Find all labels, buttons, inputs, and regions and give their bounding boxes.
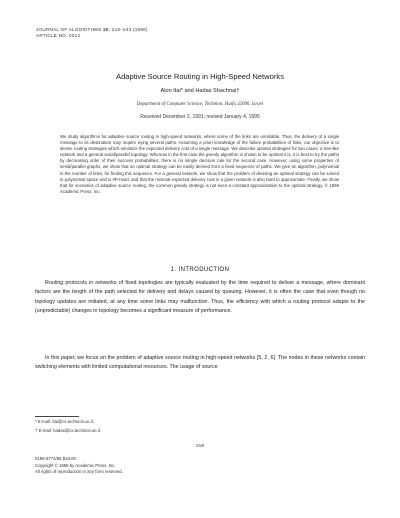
footnote-2: † E-mail: hadas@cs.technion.ac.il. (35, 428, 101, 433)
copyright-line: Copyright © 1996 by Academic Press, Inc. (35, 462, 116, 468)
abstract-text-part-1: We study algorithms for adaptive source routing in high-speed networks, where some of the links are unreliable. Thus, the delivery of a single message to its destination may require trying several paths. Assuming (60, 134, 339, 146)
section-heading: 1. INTRODUCTION (170, 267, 230, 273)
page-number: 218 (195, 444, 204, 449)
rights-line: All rights of reproduction in any form reserved. (35, 469, 123, 474)
journal-pages: , 218–243 (1996) (108, 27, 148, 32)
abstract-italic-term: a priori (199, 140, 213, 146)
received-dates: Received December 2, 1991; revised January 4, 1995 (140, 114, 260, 120)
journal-name: JOURNAL OF ALGORITHMS (36, 27, 104, 32)
body-paragraph-1: Routing protocols in networks of fixed topologies are typically evaluated by the time required to deliver a message, where dominant factors are the length of the path selected for delivery and delays caused by queuing. However, it is often the case that even though no topology updates are initiated, at any time some links may malfunction. Thus, the efficiency with which a routing protocol adapts to the (unpredictable) changes in topology becomes a significant measure of performance. (35, 280, 365, 314)
body-paragraph-2: In this paper, we focus on the problem of adaptive source routing in high-speed networks [5, 2, 6]. The nodes in these networks contain switching elements with limited computational resources. The usage of source (35, 355, 365, 371)
abstract (60, 134, 339, 195)
copyright-block (35, 456, 123, 476)
abstract-copyright: © 1996 Academic Press, Inc. (60, 182, 339, 194)
journal-header (36, 27, 148, 39)
paper-authors: Alon Itai* and Hadas Shachnai† (160, 88, 240, 94)
paper-title: Adaptive Source Routing in High-Speed Networks (116, 72, 284, 81)
article-number: ARTICLE NO. 0012 (36, 33, 81, 39)
issn-price: 0196-6774/96 $18.00 (35, 456, 76, 461)
footnote-1: * E-mail: itai@cs.technion.ac.il. (35, 419, 95, 424)
author-affiliation: Department of Computer Science, Technion, Haifa 32000, Israel (136, 102, 264, 107)
abstract-text-part-2: knowledge of the failure probabilities of links, our objective is to devise routing strategies which minimize the expected delivery cost of a single message. We describe optimal strategies for two cases: a tree-like network and a general serial/parallel topology. Whereas in the first case the greedy algorithm is shown to be optimal it is, it is best to try the paths by decreasing order of their success probabilities; there is no simple decision rule for the second case. However, using some properties of serial/parallel graphs, we show that an optimal strategy can be easily derived from a fixed sequence of paths. We give an algorithm, polynomial in the number of links, for finding this sequence. For a general network, we show that the problem of devising an optimal strategy can be solved in polynomial space and is #P-Hard, and that the minimal expected delivery cost in a given network is also hard to approximate. Finally, we show that for scenarios of adaptive source routing, the common greedy strategy is not even a constant approximation to the optimal strategy. (60, 140, 340, 188)
footnote-divider (35, 416, 79, 417)
journal-volume: 20 (103, 27, 109, 32)
